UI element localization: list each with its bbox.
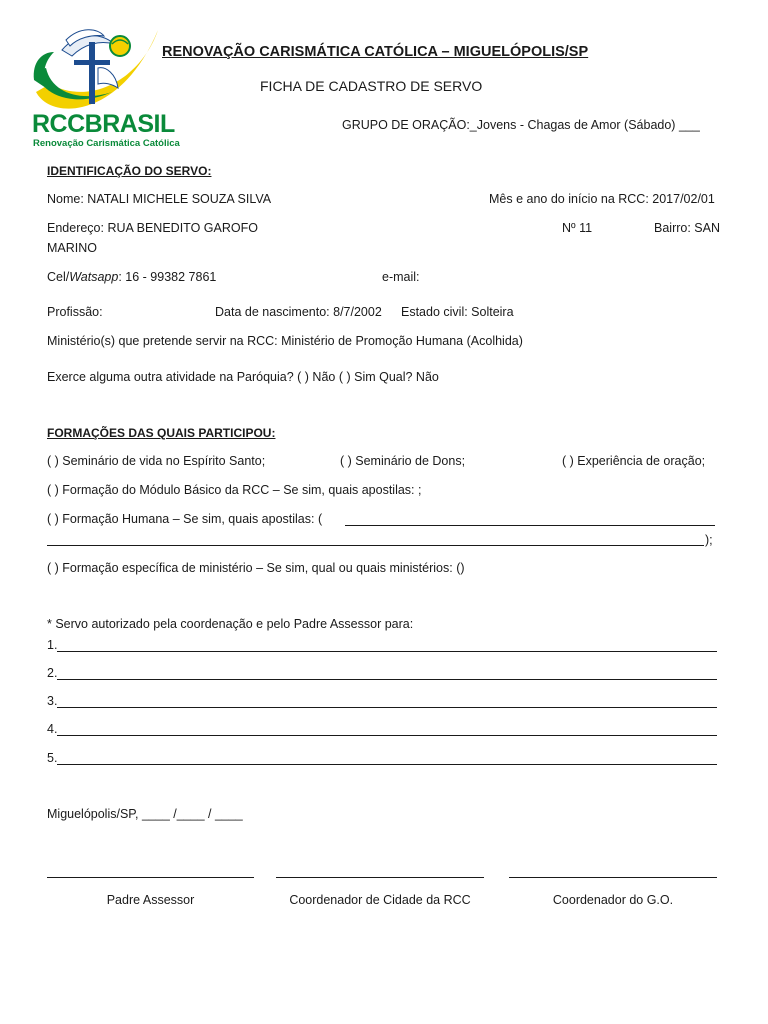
formacao-item-modulo-basico: ( ) Formação do Módulo Básico da RCC – Se sim, quais apostilas: ; [47, 483, 422, 497]
autorizacao-line-label: 2. [47, 666, 58, 680]
field-email: e-mail: [382, 270, 420, 284]
autorizacao-line-label: 1. [47, 638, 58, 652]
cel-value: : 16 - 99382 7861 [118, 270, 217, 284]
field-ministerio: Ministério(s) que pretende servir na RCC: Ministério de Promoção Humana (Acolhida) [47, 334, 523, 348]
field-nascimento: Data de nascimento: 8/7/2002 [215, 305, 382, 319]
logo-tagline: Renovação Carismática Católica [33, 138, 180, 149]
identificacao-heading: IDENTIFICAÇÃO DO SERVO: [47, 164, 212, 178]
autorizacao-line [57, 651, 717, 652]
autorizacao-heading: * Servo autorizado pela coordenação e pelo Padre Assessor para: [47, 617, 414, 631]
formacao-item-seminario-dons: ( ) Seminário de Dons; [340, 454, 466, 468]
cel-italic: Watsapp [69, 270, 119, 284]
field-bairro-cont: MARINO [47, 241, 97, 255]
formacao-item-experiencia-oracao: ( ) Experiência de oração; [562, 454, 706, 468]
field-inicio-rcc: Mês e ano do início na RCC: 2017/02/01 [489, 192, 715, 206]
signature-line-padre [47, 877, 254, 878]
signature-label-coord-cidade: Coordenador de Cidade da RCC [289, 893, 471, 907]
local-data: Miguelópolis/SP, ____ /____ / ____ [47, 807, 243, 821]
formacao-humana-line-1 [345, 525, 715, 526]
field-profissao: Profissão: [47, 305, 103, 319]
formacoes-heading: FORMAÇÕES DAS QUAIS PARTICIPOU: [47, 426, 276, 440]
autorizacao-line-label: 5. [47, 751, 58, 765]
document-subtitle: FICHA DE CADASTRO DE SERVO [260, 78, 483, 94]
field-celular [47, 270, 216, 284]
rcc-emblem-icon [32, 22, 162, 122]
field-numero: Nº 11 [562, 221, 593, 235]
autorizacao-line [57, 679, 717, 680]
autorizacao-line [57, 735, 717, 736]
logo-brand [32, 110, 175, 139]
formacao-item-formacao-humana: ( ) Formação Humana – Se sim, quais apostilas: ( [47, 512, 323, 526]
formacao-humana-end: ); [705, 533, 713, 547]
formacao-humana-line-2 [47, 545, 704, 546]
logo-brand-rcc: RCC [32, 110, 85, 138]
field-bairro: Bairro: SAN [654, 221, 720, 235]
formacao-item-ministerio: ( ) Formação específica de ministério – Se sim, qual ou quais ministérios: () [47, 561, 465, 575]
autorizacao-line-label: 3. [47, 694, 58, 708]
document-title: RENOVAÇÃO CARISMÁTICA CATÓLICA – MIGUELÓPOLIS/SP [162, 44, 589, 60]
autorizacao-line [57, 764, 717, 765]
autorizacao-line-label: 4. [47, 722, 58, 736]
field-nome: Nome: NATALI MICHELE SOUZA SILVA [47, 192, 272, 206]
logo-brand-brasil: BRASIL [84, 110, 175, 138]
field-atividade: Exerce alguma outra atividade na Paróquia? ( ) Não ( ) Sim Qual? Não [47, 370, 439, 384]
field-estado-civil: Estado civil: Solteira [401, 305, 514, 319]
rcc-logo [30, 22, 180, 152]
grupo-oracao: GRUPO DE ORAÇÃO:_Jovens - Chagas de Amor (Sábado) ___ [342, 118, 700, 132]
field-endereco: Endereço: RUA BENEDITO GAROFO [47, 221, 258, 235]
signature-label-padre: Padre Assessor [106, 893, 195, 907]
formacao-item-seminario-vida: ( ) Seminário de vida no Espírito Santo; [47, 454, 266, 468]
cel-label: Cel/ [47, 270, 70, 284]
signature-label-coord-go: Coordenador do G.O. [552, 893, 674, 907]
autorizacao-line [57, 707, 717, 708]
signature-line-coord-go [509, 877, 717, 878]
signature-line-coord-cidade [276, 877, 484, 878]
